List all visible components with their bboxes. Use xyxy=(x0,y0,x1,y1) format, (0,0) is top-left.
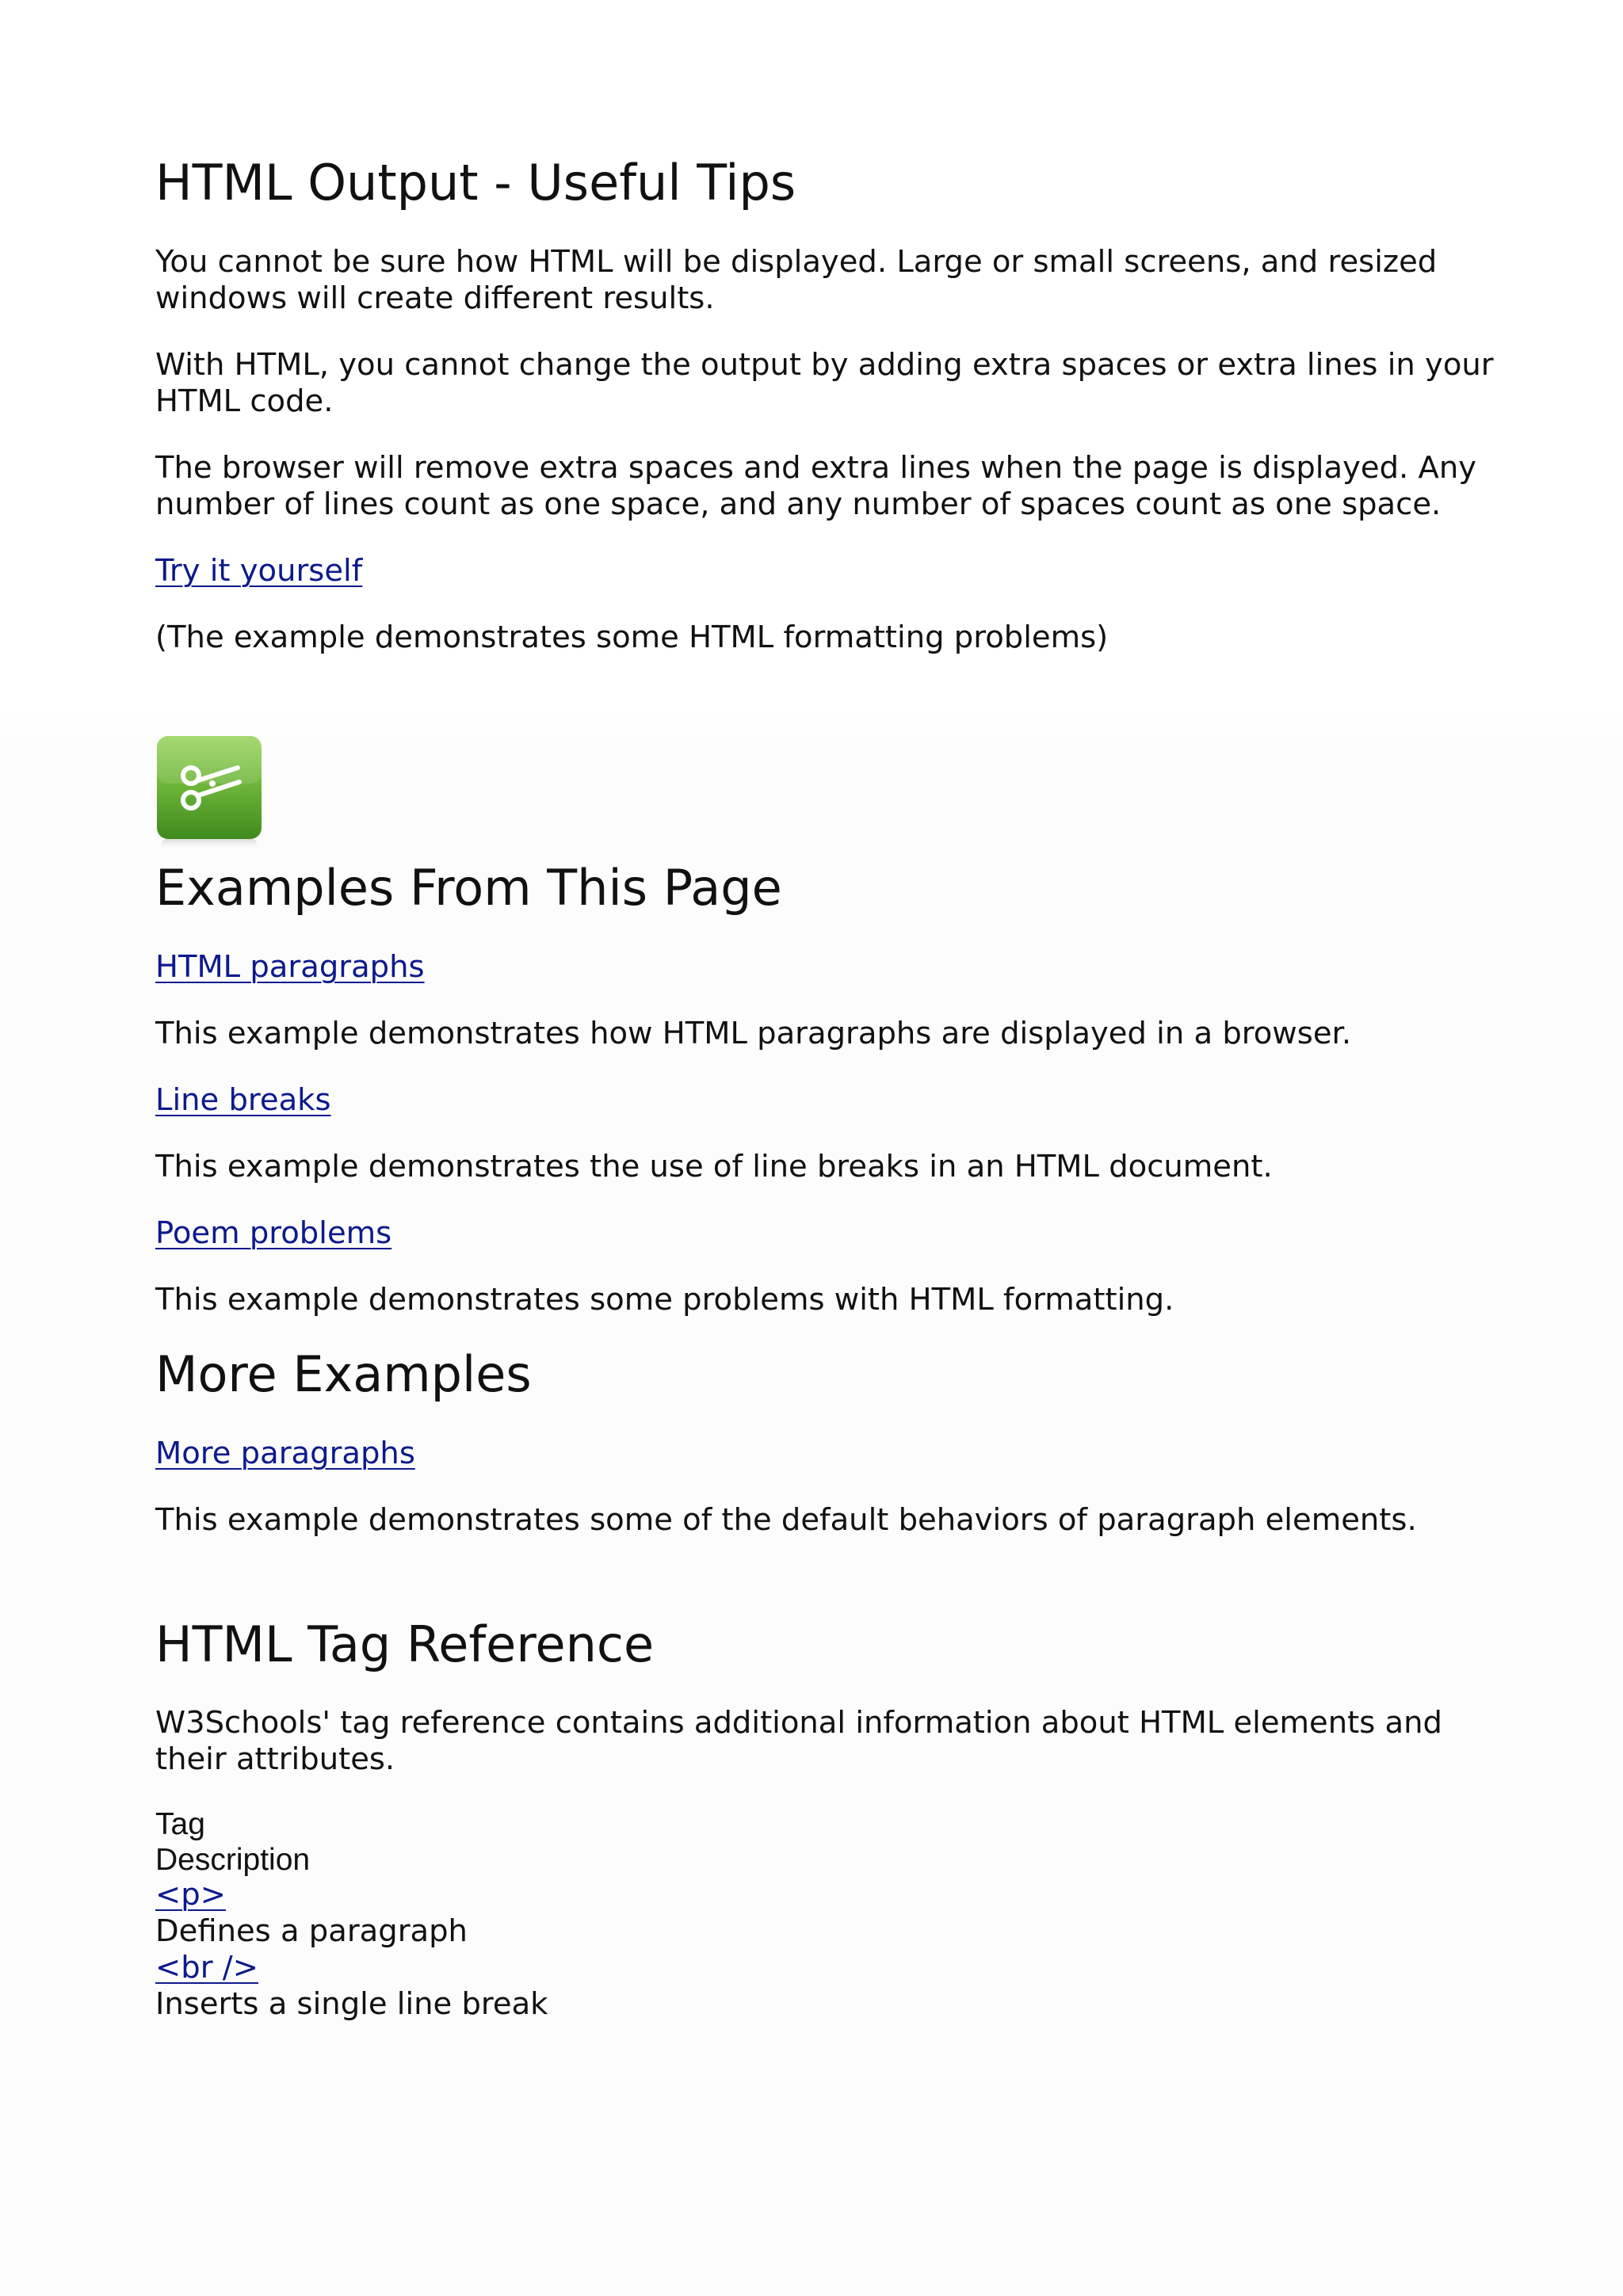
poem-problems-link[interactable]: Poem problems xyxy=(155,1215,392,1251)
br-tag-link[interactable]: <br /> xyxy=(155,1950,258,1985)
paragraph: The browser will remove extra spaces and extra lines when the page is displayed. Any number of lines count as one space, and any number of spaces count as one space. xyxy=(155,450,1477,522)
example-item xyxy=(155,1215,391,1252)
try-it-yourself-link[interactable]: Try it yourself xyxy=(155,553,363,589)
example-item xyxy=(155,949,425,986)
example-note: (The example demonstrates some HTML formatting problems) xyxy=(155,620,1109,655)
try-it-yourself-line xyxy=(155,553,362,589)
more-example-item xyxy=(155,1436,415,1472)
table-row-tag xyxy=(155,1950,258,1986)
more-paragraphs-link[interactable]: More paragraphs xyxy=(155,1436,415,1471)
example-description: This example demonstrates some of the default behaviors of paragraph elements. xyxy=(155,1502,1417,1538)
scissors-icon xyxy=(155,734,263,853)
html-paragraphs-link[interactable]: HTML paragraphs xyxy=(155,949,425,985)
section-title-output-tips: HTML Output - Useful Tips xyxy=(155,154,796,212)
example-item xyxy=(155,1082,331,1119)
example-description: This example demonstrates the use of line breaks in an HTML document. xyxy=(155,1149,1273,1184)
paragraph: With HTML, you cannot change the output by adding extra spaces or extra lines in your HTML code. xyxy=(155,347,1494,419)
p-tag-link[interactable]: <p> xyxy=(155,1877,226,1913)
table-row-tag xyxy=(155,1877,226,1913)
line-breaks-link[interactable]: Line breaks xyxy=(155,1082,331,1118)
example-description: This example demonstrates how HTML paragraphs are displayed in a browser. xyxy=(155,1016,1352,1051)
section-title-more-examples: More Examples xyxy=(155,1345,532,1403)
section-title-tag-reference: HTML Tag Reference xyxy=(155,1615,655,1673)
paragraph: You cannot be sure how HTML will be displayed. Large or small screens, and resized windows will create different results. xyxy=(155,244,1438,316)
example-description: This example demonstrates some problems with HTML formatting. xyxy=(155,1282,1174,1318)
table-row-description: Inserts a single line break xyxy=(155,1986,548,2022)
table-header-tag: Tag xyxy=(155,1807,205,1841)
table-header-description: Description xyxy=(155,1843,311,1877)
section-title-examples: Examples From This Page xyxy=(155,859,782,917)
reference-intro: W3Schools' tag reference contains additional information about HTML elements and their attributes. xyxy=(155,1705,1442,1777)
table-row-description: Defines a paragraph xyxy=(155,1913,468,1949)
